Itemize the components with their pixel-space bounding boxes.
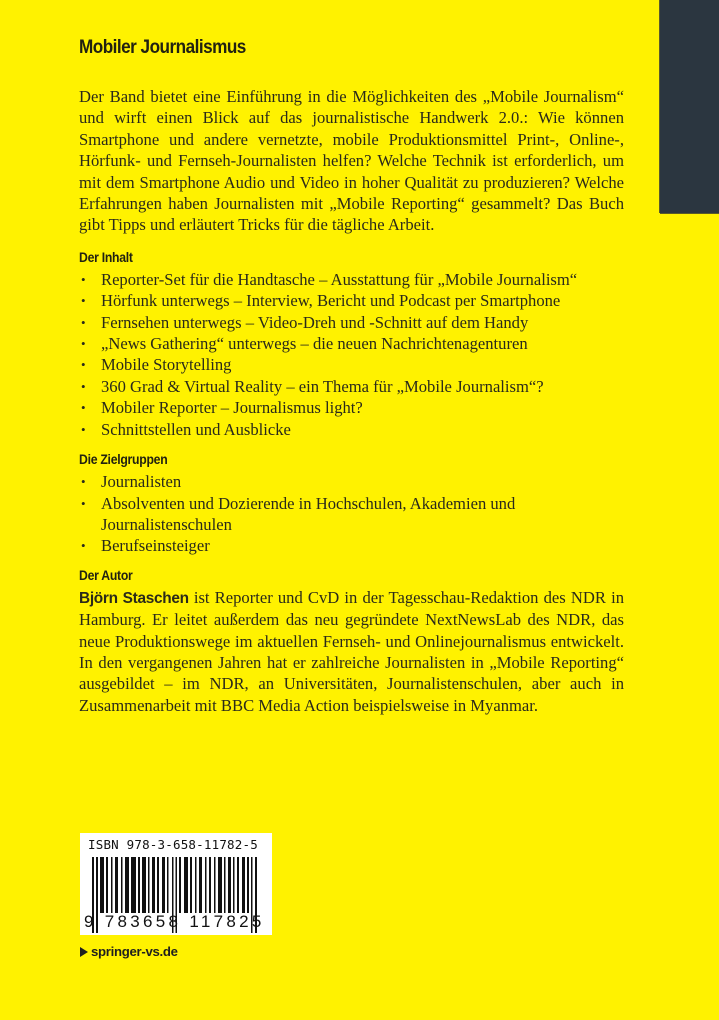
list-item: • Absolventen und Dozierende in Hochschulen, Akademien und Journalistenschulen xyxy=(81,493,516,534)
triangle-right-icon xyxy=(80,947,88,957)
target-groups-list xyxy=(79,471,549,557)
website-label: springer-vs.de xyxy=(91,944,178,959)
bullet-icon: • xyxy=(81,293,86,309)
bullet-icon: • xyxy=(81,314,86,330)
author-bio xyxy=(79,587,624,716)
bullet-icon: • xyxy=(81,421,86,437)
list-item: • Reporter-Set für die Handtasche – Ausstattung für „Mobile Journalism“ xyxy=(81,269,578,289)
bullet-icon: • xyxy=(81,378,86,394)
isbn-barcode xyxy=(80,833,272,935)
isbn-label: ISBN 978-3-658-11782-5 xyxy=(88,837,258,852)
bullet-icon: • xyxy=(81,400,86,416)
bullet-icon: • xyxy=(81,538,86,554)
contents-heading: Der Inhalt xyxy=(79,249,133,265)
book-title: Mobiler Journalismus xyxy=(79,36,246,58)
bullet-icon: • xyxy=(81,495,86,511)
contents-list xyxy=(79,269,624,440)
bullet-icon: • xyxy=(81,336,86,352)
list-item: • Journalisten xyxy=(81,472,182,492)
list-item: • Mobiler Reporter – Journalismus light? xyxy=(81,398,363,418)
bullet-icon: • xyxy=(81,271,86,287)
list-item: • 360 Grad & Virtual Reality – ein Thema für „Mobile Journalism“? xyxy=(81,376,544,396)
target-groups-heading: Die Zielgruppen xyxy=(79,452,168,468)
intro-paragraph: Der Band bietet eine Einführung in die Möglichkeiten des „Mobile Journalism“ und wirft einen Blick auf das journalistische Handwerk 2.0.: Wie können Smartphone und andere vernetzte, mobile Produktionsmittel Print-, Online-, Hörfunk- und Fernseh-Journalisten helfen? Welche Technik ist erforderlich, um mit dem Smartphone Audio und Video in hoher Qualität zu produzieren? Welche Erfahrungen haben Journalisten mit „Mobile Reporting“ gesammelt? Das Buch gibt Tipps und erläutert Tricks für die tägliche Arbeit. xyxy=(79,87,624,235)
barcode-digits: 9 783658 117825 xyxy=(84,912,265,931)
spine-color-bar xyxy=(660,0,719,213)
list-item: • Berufseinsteiger xyxy=(81,536,210,556)
list-item: • Hörfunk unterwegs – Interview, Bericht und Podcast per Smartphone xyxy=(81,291,561,311)
list-item: • Mobile Storytelling xyxy=(81,355,232,375)
bullet-icon: • xyxy=(81,357,86,373)
list-item: • „News Gathering“ unterwegs – die neuen Nachrichtenagenturen xyxy=(81,334,528,354)
back-cover-content xyxy=(79,34,624,716)
bullet-icon: • xyxy=(81,474,86,490)
list-item: • Schnittstellen und Ausblicke xyxy=(81,419,291,439)
publisher-website-link[interactable] xyxy=(80,944,178,959)
list-item: • Fernsehen unterwegs – Video-Dreh und -Schnitt auf dem Handy xyxy=(81,312,529,332)
author-bio-text: ist Reporter und CvD in der Tagesschau-Redaktion des NDR in Hamburg. Er leitet außerdem das neu gegründete NextNewsLab des NDR, das neue Produktionswege im aktuellen Fernseh- und Onlinejournalismus entwickelt. In den vergangenen Jahren hat er zahlreiche Journalisten in „Mobile Reporting“ ausgebildet – im NDR, an Universitäten, Journalistenschulen, aber auch in Zusammenarbeit mit BBC Media Action beispielsweise in Myanmar. xyxy=(79,587,624,715)
author-name: Björn Staschen xyxy=(79,589,189,607)
author-heading: Der Autor xyxy=(79,567,133,583)
